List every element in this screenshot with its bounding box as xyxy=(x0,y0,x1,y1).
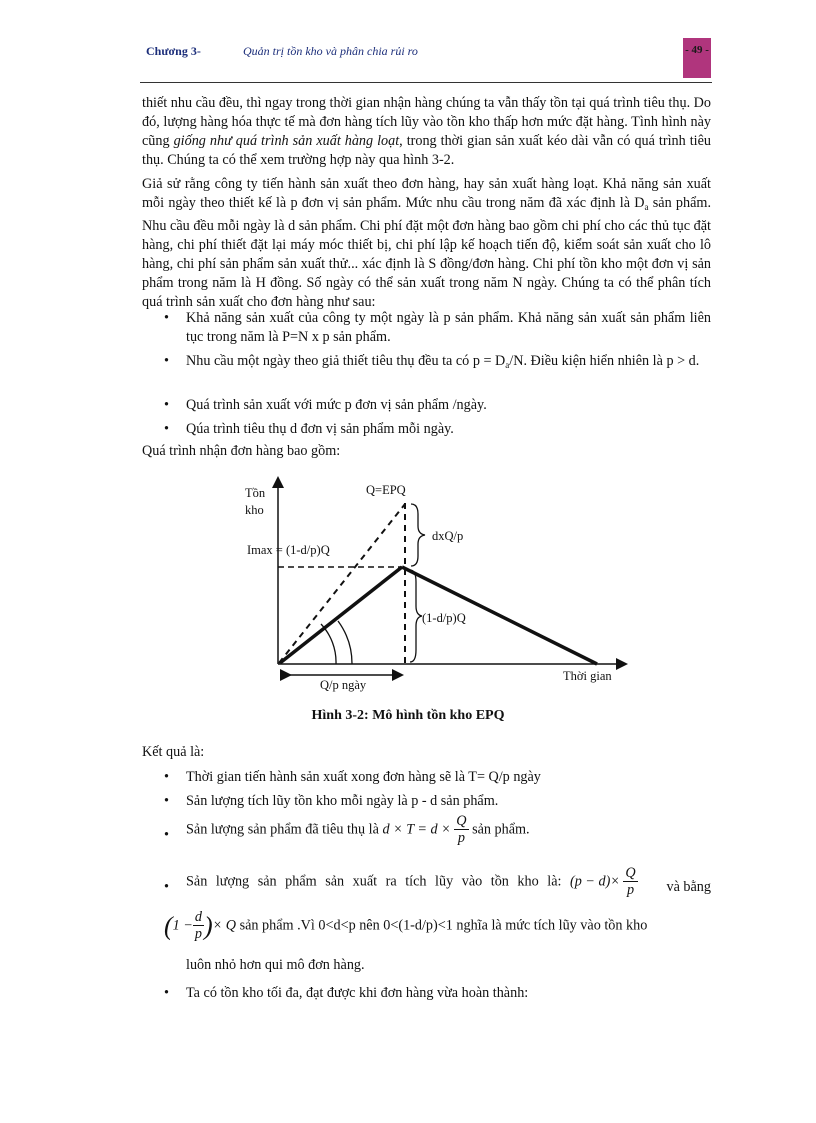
production-dashed-line xyxy=(279,504,405,663)
x-axis-label: Thời gian xyxy=(563,669,612,683)
result-bullet-4-tail: và bằng xyxy=(666,879,711,895)
result-bullet-4-text: Sản lượng sản phẩm sản xuất ra tích lũy vào tồn kho là: xyxy=(186,873,570,890)
frac-d: d xyxy=(194,909,202,925)
frac-num-2: Q xyxy=(625,865,636,881)
para-2-sub: a xyxy=(644,202,649,212)
frac-den: p xyxy=(457,830,465,846)
result-bullet-5: • Ta có tồn kho tối đa, đạt được khi đơn hàng vừa hoàn thành: xyxy=(164,985,529,1001)
y-label-2: kho xyxy=(245,503,264,517)
paren-close: ) xyxy=(203,911,213,941)
brace-lower-label: (1-d/p)Q xyxy=(422,611,466,625)
y-label-1: Tồn xyxy=(245,486,266,500)
imax-label: Imax = (1-d/p)Q xyxy=(247,543,330,557)
consumption-formula: d × T = d × xyxy=(382,821,451,838)
header-rule xyxy=(140,82,712,83)
times-q: × Q xyxy=(212,917,237,934)
bullet-3-text: Quá trình sản xuất với mức p đơn vị sản phẩm /ngày. xyxy=(186,397,487,413)
results-intro: Kết quả là: xyxy=(142,744,205,760)
bullet-2-end: /N. Điều kiện hiển nhiên là p > d. xyxy=(509,353,700,369)
result-bullet-4-line2-text: sản phẩm .Vì 0<d<p nên 0<(1-d/p)<1 nghĩa là mức tích lũy vào tồn kho xyxy=(236,917,648,934)
result-bullet-4-line3: luôn nhỏ hơn qui mô đơn hàng. xyxy=(186,957,365,973)
bullet-4: • Qúa trình tiêu thụ d đơn vị sản phẩm mỗi ngày. xyxy=(164,421,454,437)
epq-figure xyxy=(0,470,816,705)
para-2-text: Giả sử rằng công ty tiến hành sản xuất theo đơn hàng, hay sản xuất hàng loạt. Khả năng sản xuất mỗi ngày theo thiết kế là p đơn vị sản phẩm. Mức nhu cầu trong năm đã xác định là D xyxy=(142,176,711,211)
result-bullet-4-line2 xyxy=(164,910,711,942)
brace-upper-label: dxQ/p xyxy=(432,529,464,543)
paren-open: ( xyxy=(164,911,173,941)
period-label: Q/p ngày xyxy=(320,678,367,692)
inventory-build-line xyxy=(280,567,402,663)
bullet-1-text: Khả năng sản xuất của công ty một ngày là p sản phẩm. Khả năng sản xuất sản phẩm liên tục trong năm là P=N x p sản phẩm. xyxy=(186,310,711,345)
bullet-1: • Khả năng sản xuất của công ty một ngày là p sản phẩm. Khả năng sản xuất sản phẩm liên tục trong năm là P=N x p sản phẩm. xyxy=(164,310,711,345)
fraction-d-over-p xyxy=(193,910,204,942)
para-1-end: , trong thời gian sản xuất kéo dài vẫn có quá trình tiêu thụ. Chúng ta có thể xem trường hợp này qua hình 3-2. xyxy=(142,133,711,168)
para-2-end: sản phẩm. Nhu cầu đều mỗi ngày là d sản phẩm. Chi phí đặt một đơn hàng bao gồm chi phí cho các thủ tục đặt hàng, chi phí thiết đặt lại máy móc thiết bị, chi phí lập kế hoạch tiến độ, kiểm soát sản xuất cho lô hàng, chi phí sản phẩm sản xuất thử... xác định là S đồng/đơn hàng. Chi phí tồn kho một đơn vị sản phẩm trong năm là H đồng. Số ngày có thể sản xuất trong năm N ngày. Chúng ta có thể phân tích quá trình sản xuất cho đơn hàng như sau: xyxy=(142,195,712,310)
frac-num: Q xyxy=(456,813,467,829)
paragraph-1 xyxy=(142,94,711,170)
result-bullet-1: • Thời gian tiến hành sản xuất xong đơn hàng sẽ là T= Q/p ngày xyxy=(164,769,541,785)
result-bullet-3: • Sản lượng sản phẩm đã tiêu thụ là d × T = d × $\frac{Q}{p}$ sản phẩm. xyxy=(164,813,530,846)
paragraph-2 xyxy=(142,175,711,312)
bullet-2: • Nhu cầu một ngày theo giả thiết tiêu thụ đều ta có $p = D_a/N$. Điều kiện hiển nhiên là p > d. xyxy=(164,353,700,370)
result-bullet-2-text: Sản lượng tích lũy tồn kho mỗi ngày là p - d sản phẩm. xyxy=(186,793,499,809)
figure-caption: Hình 3-2: Mô hình tồn kho EPQ xyxy=(311,708,505,723)
result-bullet-2: • Sản lượng tích lũy tồn kho mỗi ngày là p - d sản phẩm. xyxy=(164,793,499,809)
result-bullet-4: • Sản lượng sản phẩm sản xuất ra tích lũy vào tồn kho là: (p − d)× $\frac{Q}{p}$ và bằng xyxy=(164,865,711,898)
chapter-label: Chương 3- xyxy=(146,44,201,58)
frac-p: p xyxy=(194,926,202,942)
bullet-2-text: Nhu cầu một ngày theo giả thiết tiêu thụ đều ta có p = D xyxy=(186,353,506,369)
brace-upper xyxy=(411,504,425,566)
epq-top-label: Q=EPQ xyxy=(366,483,406,497)
fraction-q-over-p-2 xyxy=(623,866,637,898)
angle-arc-outer xyxy=(338,621,352,664)
chapter-subtitle: Quản trị tồn kho và phân chia rủi ro xyxy=(243,44,418,58)
para-1-italic: giống như quá trình sản xuất hàng loạt xyxy=(173,133,400,149)
bullet-3: • Quá trình sản xuất với mức p đơn vị sản phẩm /ngày. xyxy=(164,397,487,413)
result-bullet-3-end: sản phẩm. xyxy=(468,821,530,838)
fraction-q-over-p xyxy=(454,814,468,846)
brace-lower xyxy=(410,570,422,662)
bullet-4-text: Qúa trình tiêu thụ d đơn vị sản phẩm mỗi ngày. xyxy=(186,421,454,437)
frac-den-2: p xyxy=(627,882,635,898)
result-bullet-3-text: Sản lượng sản phẩm đã tiêu thụ là xyxy=(186,821,383,838)
bullet-2-sub: a xyxy=(505,360,510,370)
para-1-text: thiết nhu cầu đều, thì ngay trong thời gian nhận hàng chúng ta vẫn thấy tồn tại quá trình tiêu thụ. Do đó, lượng hàng hóa thực tế mà đơn hàng tích lũy vào tồn kho thấp hơn mức đặt hàng. Tình hình này cũng xyxy=(142,95,711,149)
accumulation-formula: (p − d)× xyxy=(569,873,620,890)
result-bullet-5-text: Ta có tồn kho tối đa, đạt được khi đơn hàng vừa hoàn thành: xyxy=(186,985,529,1001)
page-number-badge: - 49 - xyxy=(683,38,711,78)
result-bullet-1-text: Thời gian tiến hành sản xuất xong đơn hàng sẽ là T= Q/p ngày xyxy=(186,769,541,785)
one-minus: 1 − xyxy=(172,917,193,934)
intro-2: Quá trình nhận đơn hàng bao gồm: xyxy=(142,443,341,459)
